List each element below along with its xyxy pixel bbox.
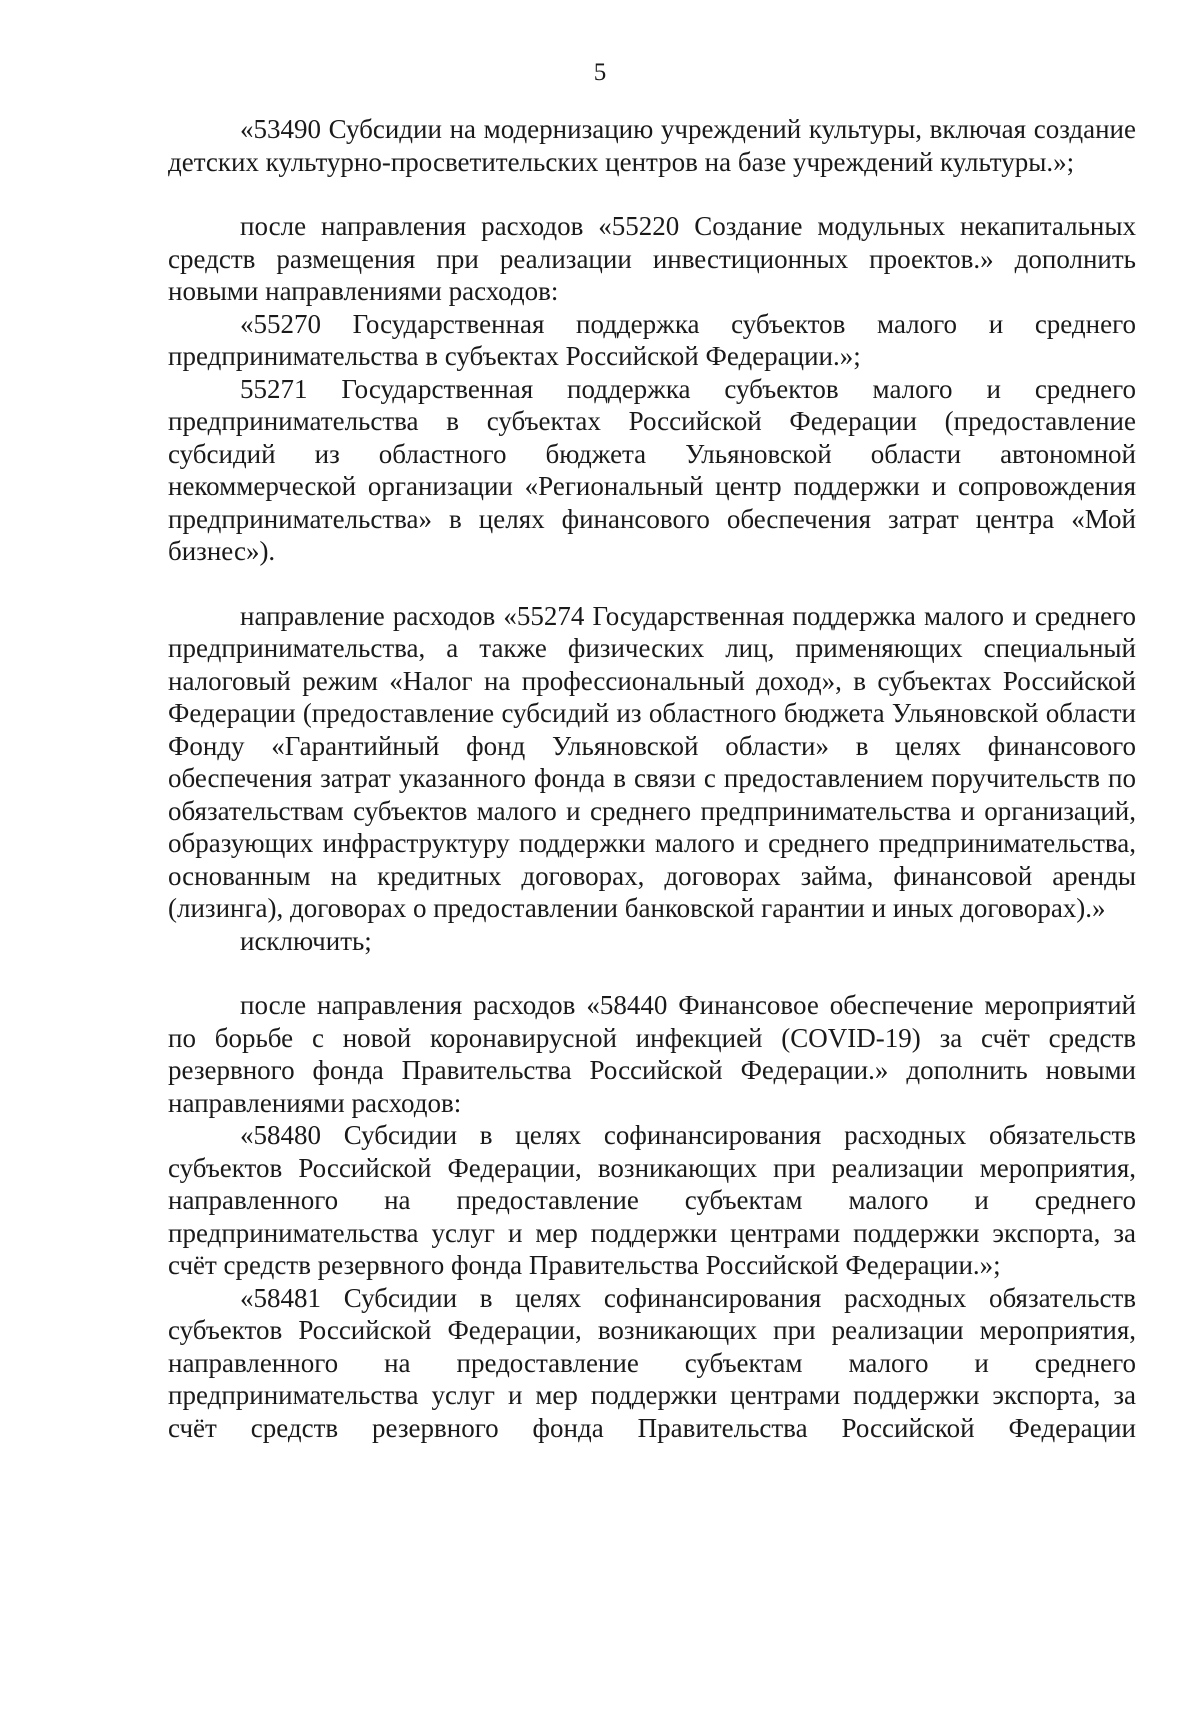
paragraph-exclude: исключить; xyxy=(240,925,372,956)
paragraph-55274: направление расходов «55274 Государственная поддержка малого и среднего предпринимательства, а также физических лиц, применяющих специальный налоговый режим «Налог на профессиональный доход», в субъектах Российской Федерации (предоставление субсидий из областного бюджета Ульяновской области Фонду «Гарантийный фонд Ульяновской области» в целях финансового обеспечения затрат указанного фонда в связи с предоставлением поручительств по обязательствам субъектов малого и среднего предпринимательства и организаций, образующих инфраструктуру поддержки малого и среднего предпринимательства, основанным на кредитных договорах, договорах займа, финансовой аренды (лизинга), договорах о предоставлении банковской гарантии и иных договорах).» xyxy=(168,600,1136,923)
paragraph-55271: 55271 Государственная поддержка субъектов малого и среднего предпринимательства в субъектах Российской Федерации (предоставление субсидий из областного бюджета Ульяновской области автономной некоммерческой организации «Региональный центр поддержки и сопровождения предпринимательства» в целях финансового обеспечения затрат центра «Мой бизнес»). xyxy=(168,373,1136,566)
paragraph-55270: «55270 Государственная поддержка субъектов малого и среднего предпринимательства в субъектах Российской Федерации.»; xyxy=(168,308,1136,371)
paragraph-after-55220: после направления расходов «55220 Создание модульных некапитальных средств размещения при реализации инвестиционных проектов.» дополнить новыми направлениями расходов: xyxy=(168,211,1136,306)
paragraph-58480: «58480 Субсидии в целях софинансирования расходных обязательств субъектов Российской Федерации, возникающих при реализации мероприятия, направленного на предоставление субъектам малого и среднего предпринимательства услуг и мер поддержки центрами поддержки экспорта, за счёт средств резервного фонда Правительства Российской Федерации.»; xyxy=(168,1120,1136,1280)
paragraph-after-58440: после направления расходов «58440 Финансовое обеспечение мероприятий по борьбе с новой коронавирусной инфекцией (COVID-19) за счёт средств резервного фонда Правительства Российской Федерации.» дополнить новыми направлениями расходов: xyxy=(168,990,1136,1118)
paragraph-58481: «58481 Субсидии в целях софинансирования расходных обязательств субъектов Российской Федерации, возникающих при реализации мероприятия, направленного на предоставление субъектам малого и среднего предпринимательства услуг и мер поддержки центрами поддержки экспорта, за счёт средств резервного фонда Правительства Российской Федерации xyxy=(168,1282,1136,1443)
paragraph-53490: «53490 Субсидии на модернизацию учреждений культуры, включая создание детских культурно-просветительских центров на базе учреждений культуры.»; xyxy=(168,114,1136,177)
document-body xyxy=(168,113,1136,1444)
page-number: 5 xyxy=(593,59,607,86)
